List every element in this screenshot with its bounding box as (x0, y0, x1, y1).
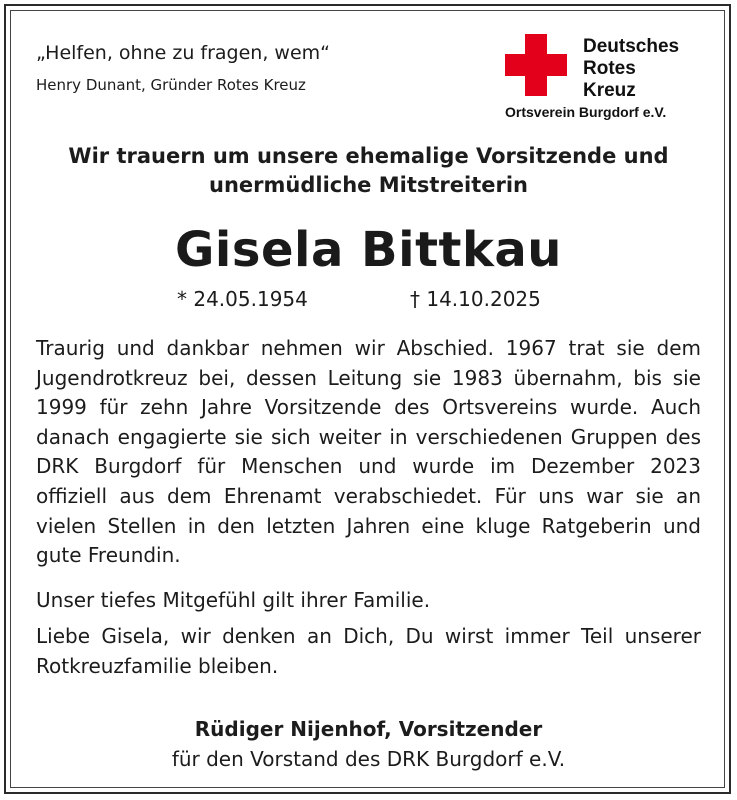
organization-name (583, 36, 679, 102)
org-subtitle: Ortsverein Burgdorf e.V. (505, 104, 667, 120)
paragraph-farewell: Traurig und dankbar nehmen wir Abschied. 1967 trat sie dem Jugendrotkreuz bei, dessen Leitung sie 1983 übernahm, bis sie 1999 für zehn Jahre Vorsitzende des Ortsvereins wurde. Auch danach engagierte sie sich weiter in verschiedenen Gruppen des DRK Burgdorf für Menschen und wurde im Dezember 2023 offiziell aus dem Ehrenamt verabschiedet. Für uns war sie an vielen Stellen in den letzten Jahren eine kluge Ratgeberin und gute Freundin. (36, 336, 701, 568)
drk-logo (505, 34, 715, 124)
signatory-role: für den Vorstand des DRK Burgdorf e.V. (171, 747, 566, 771)
birth-date: * 24.05.1954 (177, 287, 308, 311)
org-line-2: Rotes (583, 58, 636, 79)
quote-text: „Helfen, ohne zu fragen, wem“ (36, 42, 331, 64)
org-line-3: Kreuz (583, 80, 636, 101)
paragraph-condolence: Unser tiefes Mitgefühl gilt ihrer Familie. (36, 588, 431, 612)
quote-author: Henry Dunant, Gründer Rotes Kreuz (36, 76, 306, 94)
heading-line-2: unermüdliche Mitstreiterin (209, 173, 528, 197)
red-cross-icon (505, 34, 567, 96)
signatory-name: Rüdiger Nijenhof, Vorsitzender (194, 717, 543, 741)
org-line-1: Deutsches (583, 36, 680, 57)
paragraph-tribute: Liebe Gisela, wir denken an Dich, Du wirst immer Teil unserer Rotkreuzfamilie bleiben. (36, 624, 701, 678)
heading-line-1: Wir trauern um unsere ehemalige Vorsitzende und (68, 144, 669, 168)
death-date: † 14.10.2025 (410, 287, 541, 311)
deceased-name: Gisela Bittkau (175, 222, 562, 278)
